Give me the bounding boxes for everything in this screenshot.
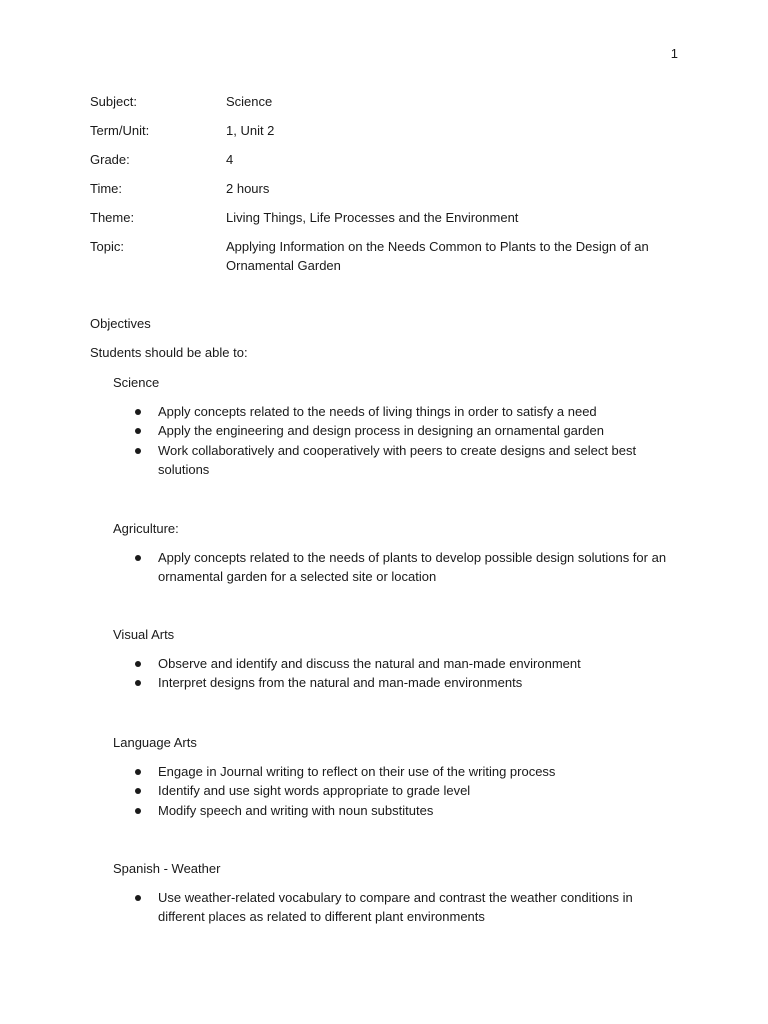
page-number: 1 <box>670 46 678 61</box>
subject-value: Science <box>226 94 273 109</box>
theme-label: Theme: <box>90 210 135 225</box>
objectives-section-visual-arts <box>113 625 673 693</box>
term-label: Term/Unit: <box>90 123 150 138</box>
objectives-heading: Objectives <box>90 316 151 331</box>
list-item <box>113 402 673 421</box>
subject-label: Subject: <box>90 94 137 109</box>
topic-value <box>226 237 690 275</box>
list-item <box>113 548 673 587</box>
time-label: Time: <box>90 181 123 196</box>
meta-row-term <box>90 121 690 140</box>
list-item-text: Identify and use sight words appropriate to grade level <box>158 783 471 799</box>
section-title: Agriculture: <box>113 521 179 536</box>
objectives-section-spanish-weather <box>113 859 673 927</box>
section-title: Spanish - Weather <box>113 861 221 876</box>
bullet-icon <box>135 788 141 794</box>
term-value: 1, Unit 2 <box>226 123 275 138</box>
list-item-text-continued: different places as related to different plant environments <box>158 909 485 925</box>
bullet-icon <box>135 680 141 686</box>
list-item <box>113 781 673 800</box>
bullet-icon <box>135 428 141 434</box>
objectives-intro: Students should be able to: <box>90 345 248 360</box>
meta-row-time <box>90 179 690 198</box>
topic-label: Topic: <box>90 239 124 254</box>
bullet-icon <box>135 661 141 667</box>
grade-label: Grade: <box>90 152 130 167</box>
list-item <box>113 441 673 480</box>
objectives-section-agriculture <box>113 519 673 587</box>
bullet-icon <box>135 409 141 415</box>
bullet-list <box>113 762 673 820</box>
bullet-icon <box>135 555 141 561</box>
list-item <box>113 421 673 440</box>
list-item <box>113 801 673 820</box>
list-item-text: Interpret designs from the natural and man-made environments <box>158 675 523 691</box>
list-item-text: Engage in Journal writing to reflect on their use of the writing process <box>158 764 556 779</box>
list-item <box>113 888 673 927</box>
topic-value-line-1: Applying Information on the Needs Common to Plants to the Design of an <box>226 239 649 254</box>
bullet-icon <box>135 895 141 901</box>
list-item-text: Use weather-related vocabulary to compare and contrast the weather conditions in <box>158 890 633 905</box>
section-title: Science <box>113 375 160 390</box>
meta-row-topic <box>90 237 690 275</box>
list-item-text: Work collaboratively and cooperatively with peers to create designs and select best <box>158 442 637 458</box>
list-item-text-continued: ornamental garden for a selected site or location <box>158 569 437 585</box>
meta-row-grade <box>90 150 690 169</box>
theme-value: Living Things, Life Processes and the Environment <box>226 210 519 225</box>
list-item-text-continued: solutions <box>158 461 210 477</box>
objectives-section-science <box>113 373 673 479</box>
topic-value-line-2: Ornamental Garden <box>226 258 341 273</box>
section-title: Visual Arts <box>113 627 175 642</box>
bullet-list <box>113 888 673 927</box>
bullet-icon <box>135 769 141 775</box>
bullet-list <box>113 548 673 587</box>
list-item <box>113 673 673 692</box>
list-item-text: Observe and identify and discuss the natural and man-made environment <box>158 656 581 671</box>
meta-row-subject <box>90 92 690 111</box>
bullet-list <box>113 654 673 693</box>
list-item-text: Apply concepts related to the needs of living things in order to satisfy a need <box>158 404 597 419</box>
list-item-text: Apply concepts related to the needs of plants to develop possible design solutions for an <box>158 550 667 565</box>
bullet-icon <box>135 448 141 454</box>
grade-value: 4 <box>226 152 234 167</box>
bullet-icon <box>135 808 141 814</box>
list-item-text: Modify speech and writing with noun substitutes <box>158 802 434 818</box>
list-item <box>113 654 673 673</box>
section-title: Language Arts <box>113 735 197 750</box>
list-item-text: Apply the engineering and design process in designing an ornamental garden <box>158 423 604 439</box>
objectives-section-language-arts <box>113 733 673 820</box>
meta-row-theme <box>90 208 690 227</box>
bullet-list <box>113 402 673 479</box>
time-value: 2 hours <box>226 181 270 196</box>
list-item <box>113 762 673 781</box>
